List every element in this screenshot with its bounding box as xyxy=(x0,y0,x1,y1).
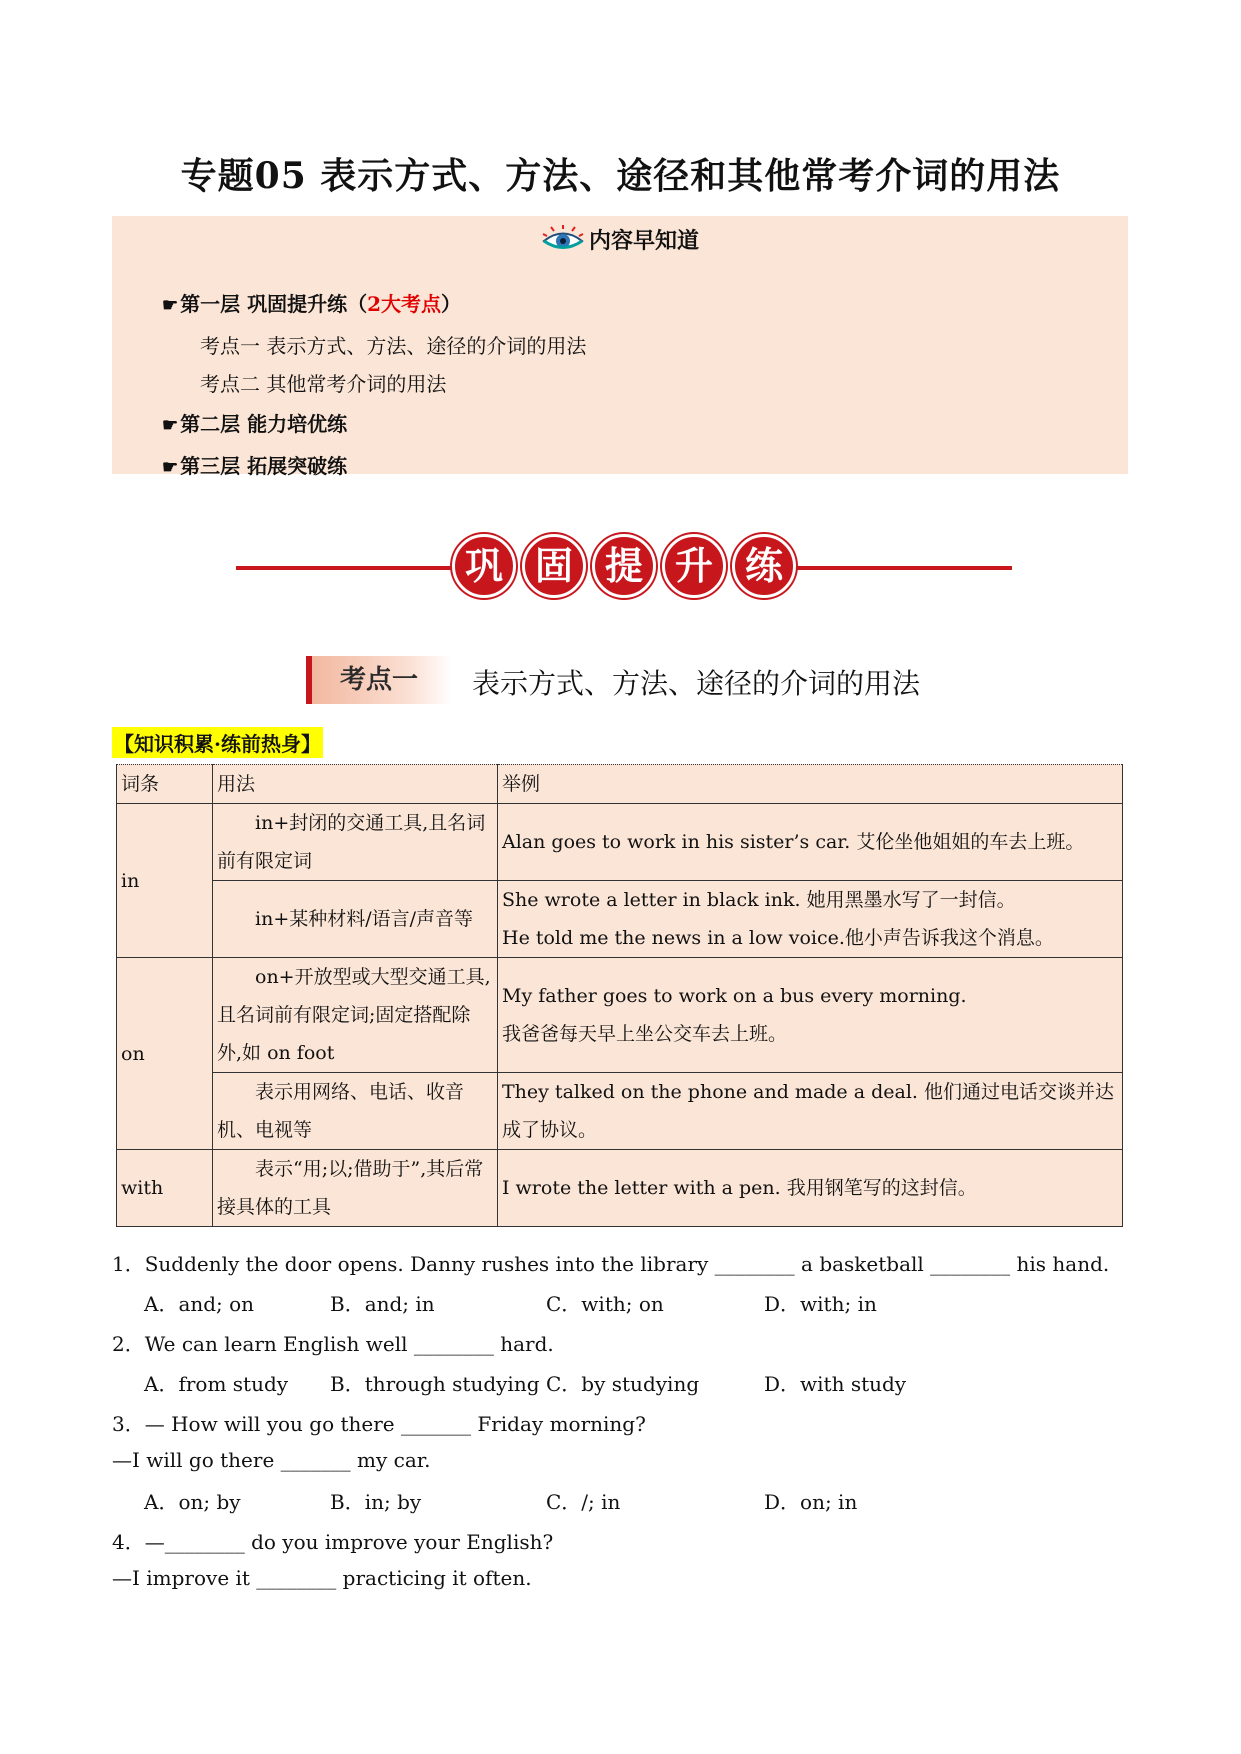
option-b[interactable]: B．through studying xyxy=(330,1372,540,1396)
term-cell: in xyxy=(117,804,213,958)
point1-line: 考点一 表示方式、方法、途径的介词的用法 xyxy=(200,334,587,358)
knowledge-label: 【知识积累·练前热身】 xyxy=(112,727,323,758)
option-b[interactable]: B．and; in xyxy=(330,1292,435,1316)
point2-line: 考点二 其他常考介词的用法 xyxy=(200,372,447,396)
example-cell xyxy=(498,881,1123,958)
section-tag: 考点一 xyxy=(306,656,452,704)
layer3-line xyxy=(162,450,347,479)
example-cell: I wrote the letter with a pen. 我用钢笔写的这封信。 xyxy=(498,1150,1123,1227)
banner-char: 练 xyxy=(732,534,796,598)
question-stem: 3．— How will you go there _______ Friday morning? xyxy=(112,1412,646,1436)
example-line: My father goes to work on a bus every morning. xyxy=(502,985,967,1007)
example-cell xyxy=(498,958,1123,1073)
example-line: She wrote a letter in black ink. 她用黑墨水写了一封信。 xyxy=(502,889,1016,911)
preposition-table xyxy=(116,764,1123,1227)
option-d[interactable]: D．with; in xyxy=(764,1292,877,1316)
option-d[interactable]: D．with study xyxy=(764,1372,907,1396)
overview-heading xyxy=(112,224,1128,260)
table-row xyxy=(117,1150,1123,1227)
example-line: He told me the news in a low voice.他小声告诉我这个消息。 xyxy=(502,927,1054,949)
term-cell: with xyxy=(117,1150,213,1227)
layer2-line xyxy=(162,408,347,437)
layer2-text: 第二层 能力培优练 xyxy=(180,412,348,436)
table-header: 用法 xyxy=(213,765,498,804)
section-banner xyxy=(236,534,1012,602)
table-row xyxy=(117,1073,1123,1150)
table-header: 举例 xyxy=(498,765,1123,804)
usage-cell: in+某种材料/语言/声音等 xyxy=(213,881,498,958)
term-cell: on xyxy=(117,958,213,1150)
table-row xyxy=(117,804,1123,881)
question-stem: 2．We can learn English well ________ hard. xyxy=(112,1332,554,1356)
option-c[interactable]: C．by studying xyxy=(546,1372,700,1396)
layer1-suffix: ） xyxy=(441,292,462,316)
banner-right-rule xyxy=(792,566,1012,570)
question-stem-line2: —I improve it ________ practicing it often. xyxy=(112,1566,532,1590)
option-c[interactable]: C．/; in xyxy=(546,1490,621,1514)
example-line: 我爸爸每天早上坐公交车去上班。 xyxy=(502,1023,788,1045)
table-header-row xyxy=(117,765,1123,804)
table-row xyxy=(117,881,1123,958)
usage-cell: on+开放型或大型交通工具,且名词前有限定词;固定搭配除外,如 on foot xyxy=(213,958,498,1073)
option-a[interactable]: A．from study xyxy=(144,1372,289,1396)
usage-cell: in+封闭的交通工具,且名词前有限定词 xyxy=(213,804,498,881)
banner-char: 固 xyxy=(522,534,586,598)
section-title: 表示方式、方法、途径的介词的用法 xyxy=(472,667,921,700)
banner-left-rule xyxy=(236,566,456,570)
pointing-hand-icon: ☛ xyxy=(162,295,179,316)
option-c[interactable]: C．with; on xyxy=(546,1292,664,1316)
pointing-hand-icon: ☛ xyxy=(162,457,179,478)
usage-cell: 表示“用;以;借助于”,其后常接具体的工具 xyxy=(213,1150,498,1227)
content-overview-box xyxy=(112,216,1128,478)
overview-heading-text: 内容早知道 xyxy=(588,228,699,254)
layer1-count: 2大考点 xyxy=(367,292,442,316)
layer1-prefix: 第一层 巩固提升练（ xyxy=(180,292,368,316)
example-cell: Alan goes to work in his sister’s car. 艾伦坐他姐姐的车去上班。 xyxy=(498,804,1123,881)
question-stem-line2: —I will go there _______ my car. xyxy=(112,1448,431,1472)
question-stem: 1．Suddenly the door opens. Danny rushes into the library ________ a basketball ________ his hand. xyxy=(112,1252,1110,1276)
page-title: 专题05 表示方式、方法、途径和其他常考介词的用法 xyxy=(180,155,1061,197)
eye-icon xyxy=(541,224,585,260)
banner-char: 升 xyxy=(662,534,726,598)
example-cell: They talked on the phone and made a deal. 他们通过电话交谈并达成了协议。 xyxy=(498,1073,1123,1150)
option-a[interactable]: A．and; on xyxy=(144,1292,255,1316)
banner-characters xyxy=(452,534,796,602)
option-d[interactable]: D．on; in xyxy=(764,1490,858,1514)
banner-char: 巩 xyxy=(452,534,516,598)
option-a[interactable]: A．on; by xyxy=(144,1490,241,1514)
table-header: 词条 xyxy=(117,765,213,804)
table-row xyxy=(117,958,1123,1073)
option-b[interactable]: B．in; by xyxy=(330,1490,422,1514)
question-stem: 4．—________ do you improve your English? xyxy=(112,1530,554,1554)
banner-char: 提 xyxy=(592,534,656,598)
layer1-line xyxy=(162,288,461,317)
layer3-text: 第三层 拓展突破练 xyxy=(180,454,348,478)
usage-cell: 表示用网络、电话、收音机、电视等 xyxy=(213,1073,498,1150)
pointing-hand-icon: ☛ xyxy=(162,415,179,436)
